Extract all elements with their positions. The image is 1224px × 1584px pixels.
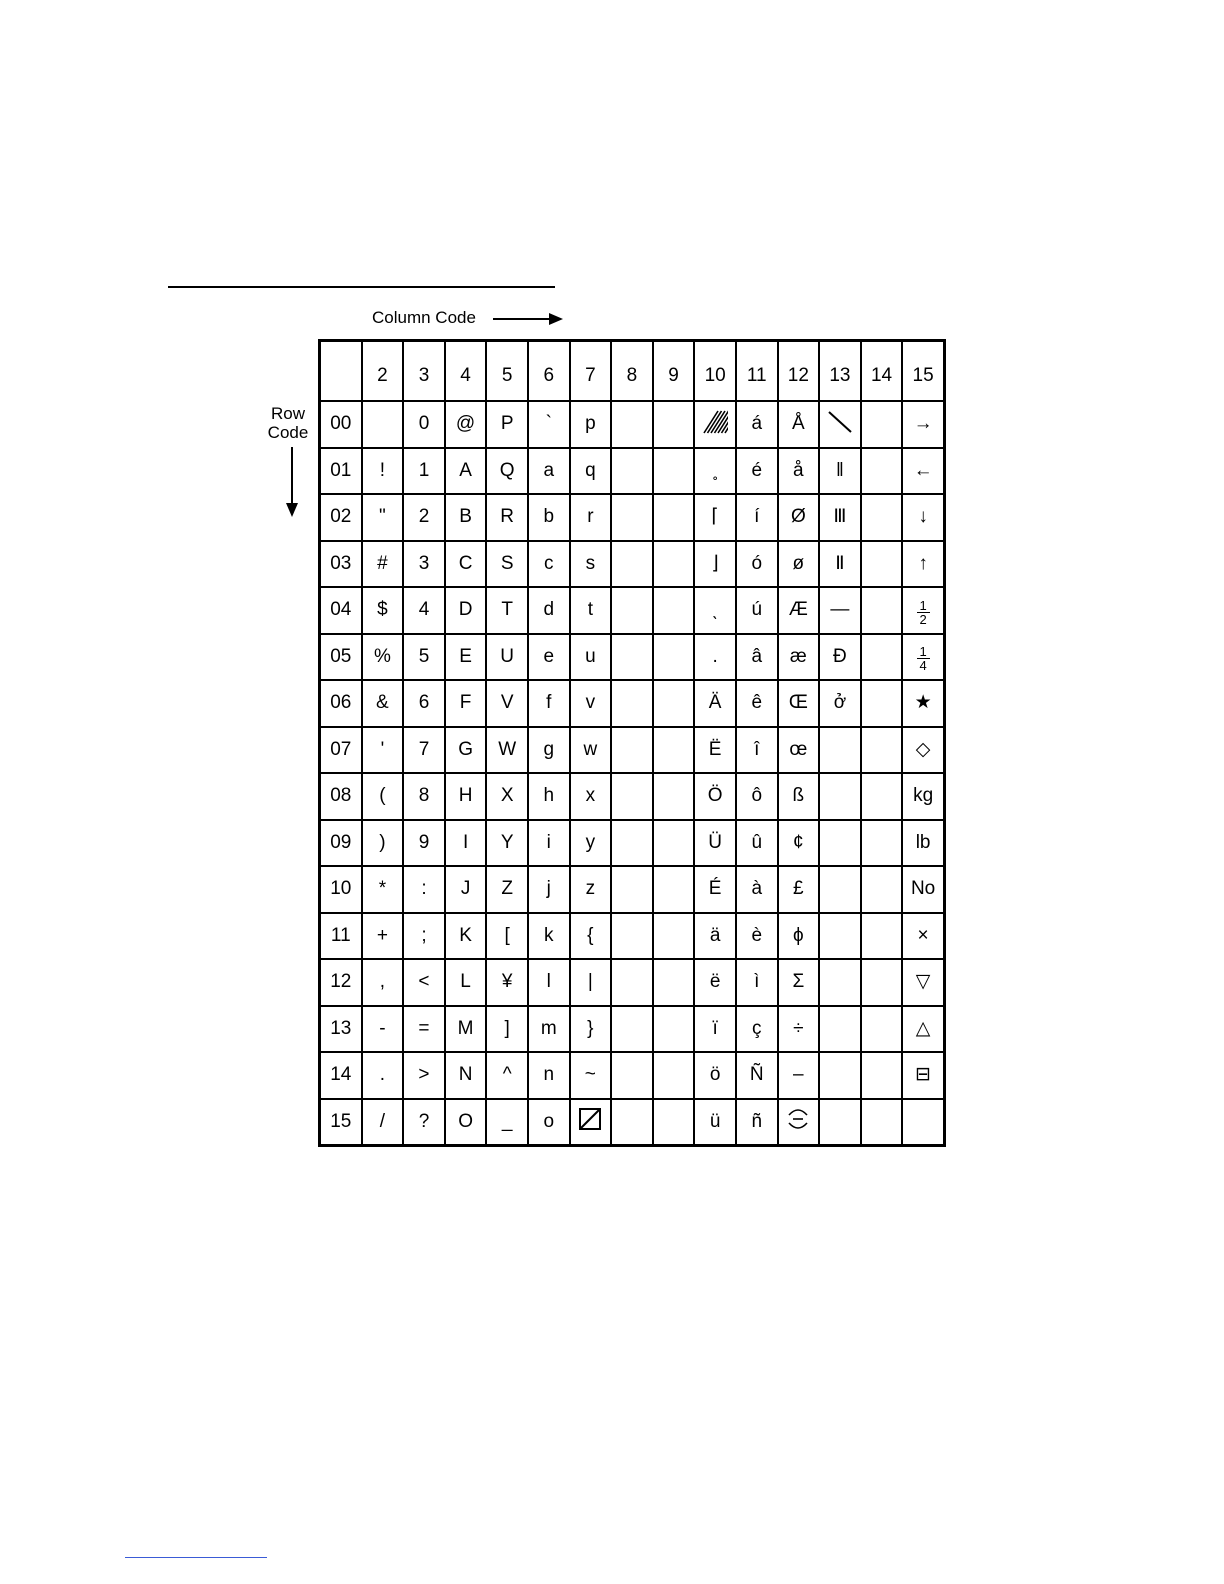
char-cell: — (819, 587, 861, 634)
char-cell (611, 587, 653, 634)
char-cell: ü (694, 1099, 736, 1146)
char-cell: H (445, 773, 487, 820)
char-cell: % (362, 634, 404, 681)
character-code-table (318, 339, 946, 1147)
row-header-06: 06 (320, 680, 362, 727)
char-cell: ô (736, 773, 778, 820)
char-cell: Σ (778, 959, 820, 1006)
char-cell: à (736, 866, 778, 913)
char-cell: I (445, 820, 487, 867)
char-cell: ) (362, 820, 404, 867)
char-cell: ↓ (902, 494, 944, 541)
column-header-4: 4 (445, 341, 487, 402)
char-cell: ( (362, 773, 404, 820)
char-cell: ~ (570, 1052, 612, 1099)
char-cell: ï (694, 1006, 736, 1053)
column-header-12: 12 (778, 341, 820, 402)
char-cell: ^ (486, 1052, 528, 1099)
char-cell: [ (486, 913, 528, 960)
char-cell: ← (902, 448, 944, 495)
char-cell (611, 866, 653, 913)
char-cell (861, 959, 903, 1006)
char-cell: k (528, 913, 570, 960)
char-cell: û (736, 820, 778, 867)
row-header-03: 03 (320, 541, 362, 588)
char-cell: é (736, 448, 778, 495)
char-cell: x (570, 773, 612, 820)
char-cell (653, 401, 695, 448)
char-cell: No (902, 866, 944, 913)
char-cell: F (445, 680, 487, 727)
char-cell (653, 773, 695, 820)
char-cell: E (445, 634, 487, 681)
char-cell: r (570, 494, 612, 541)
row-header-05: 05 (320, 634, 362, 681)
char-cell: ǁ (819, 448, 861, 495)
char-cell (902, 587, 944, 634)
char-cell: å (778, 448, 820, 495)
char-cell: á (736, 401, 778, 448)
char-cell: £ (778, 866, 820, 913)
char-cell: v (570, 680, 612, 727)
char-cell: ⌈ (694, 494, 736, 541)
char-cell: 3 (403, 541, 445, 588)
table-row (320, 634, 945, 681)
char-cell: ø (778, 541, 820, 588)
char-cell: â (736, 634, 778, 681)
char-cell: æ (778, 634, 820, 681)
char-cell (611, 1052, 653, 1099)
row-header-13: 13 (320, 1006, 362, 1053)
char-cell: + (362, 913, 404, 960)
char-cell (611, 773, 653, 820)
char-cell: × (902, 913, 944, 960)
char-cell: ▽ (902, 959, 944, 1006)
right-arrow-icon (493, 313, 565, 325)
top-rule (168, 286, 555, 288)
char-cell (861, 913, 903, 960)
char-cell: . (694, 634, 736, 681)
char-cell: è (736, 913, 778, 960)
char-cell: ϕ (778, 913, 820, 960)
char-cell: ⌋ (694, 541, 736, 588)
char-cell: o (528, 1099, 570, 1146)
char-cell: ß (778, 773, 820, 820)
char-cell: , (362, 959, 404, 1006)
table-row (320, 401, 945, 448)
char-cell (819, 866, 861, 913)
char-cell: ★ (902, 680, 944, 727)
char-cell (653, 587, 695, 634)
column-header-13: 13 (819, 341, 861, 402)
char-cell (819, 913, 861, 960)
corner-cell (320, 341, 362, 402)
table-row (320, 587, 945, 634)
char-cell (653, 541, 695, 588)
char-cell: C (445, 541, 487, 588)
char-cell: ? (403, 1099, 445, 1146)
char-cell (611, 913, 653, 960)
char-cell (611, 820, 653, 867)
char-cell (861, 773, 903, 820)
char-cell (861, 401, 903, 448)
row-header-12: 12 (320, 959, 362, 1006)
char-cell: W (486, 727, 528, 774)
row-code-label (259, 404, 317, 442)
char-cell (653, 866, 695, 913)
char-cell: L (445, 959, 487, 1006)
char-cell (653, 959, 695, 1006)
char-cell (694, 401, 736, 448)
char-cell (861, 634, 903, 681)
char-cell: | (570, 959, 612, 1006)
column-header-8: 8 (611, 341, 653, 402)
char-cell: → (902, 401, 944, 448)
char-cell: R (486, 494, 528, 541)
column-header-7: 7 (570, 341, 612, 402)
char-cell (819, 727, 861, 774)
char-cell: ; (403, 913, 445, 960)
char-cell: { (570, 913, 612, 960)
char-cell (611, 541, 653, 588)
row-header-11: 11 (320, 913, 362, 960)
char-cell: ÷ (778, 1006, 820, 1053)
char-cell: . (362, 1052, 404, 1099)
char-cell (653, 1052, 695, 1099)
char-cell: ö (694, 1052, 736, 1099)
bottom-rule (125, 1557, 267, 1558)
char-cell (611, 959, 653, 1006)
char-cell: Æ (778, 587, 820, 634)
char-cell: ä (694, 913, 736, 960)
char-cell: 0 (403, 401, 445, 448)
column-header-3: 3 (403, 341, 445, 402)
char-cell: ú (736, 587, 778, 634)
char-cell: s (570, 541, 612, 588)
char-cell (902, 634, 944, 681)
char-cell: K (445, 913, 487, 960)
char-cell: > (403, 1052, 445, 1099)
char-cell: ó (736, 541, 778, 588)
char-cell: U (486, 634, 528, 681)
char-cell: ˎ (694, 587, 736, 634)
char-cell (819, 1052, 861, 1099)
char-cell: : (403, 866, 445, 913)
char-cell: l (528, 959, 570, 1006)
char-cell: - (362, 1006, 404, 1053)
char-cell: Ⅱ (819, 541, 861, 588)
char-cell: / (362, 1099, 404, 1146)
char-cell: B (445, 494, 487, 541)
char-cell (653, 448, 695, 495)
char-cell: △ (902, 1006, 944, 1053)
char-cell (819, 959, 861, 1006)
table-row (320, 541, 945, 588)
char-cell: = (403, 1006, 445, 1053)
char-cell: $ (362, 587, 404, 634)
char-cell: # (362, 541, 404, 588)
char-cell: d (528, 587, 570, 634)
char-cell (902, 1099, 944, 1146)
column-header-15: 15 (902, 341, 944, 402)
char-cell: c (528, 541, 570, 588)
char-cell: ç (736, 1006, 778, 1053)
hatched-block-icon (702, 409, 728, 435)
column-header-11: 11 (736, 341, 778, 402)
char-cell: V (486, 680, 528, 727)
char-cell (611, 401, 653, 448)
row-header-14: 14 (320, 1052, 362, 1099)
char-cell (611, 494, 653, 541)
char-cell (819, 1006, 861, 1053)
row-code-label-line2: Code (267, 423, 309, 442)
column-header-9: 9 (653, 341, 695, 402)
table-row (320, 1006, 945, 1053)
char-cell: ↑ (902, 541, 944, 588)
char-cell: 5 (403, 634, 445, 681)
char-cell: ë (694, 959, 736, 1006)
row-header-02: 02 (320, 494, 362, 541)
char-cell: Ë (694, 727, 736, 774)
char-cell (611, 448, 653, 495)
row-header-00: 00 (320, 401, 362, 448)
row-header-09: 09 (320, 820, 362, 867)
char-cell: & (362, 680, 404, 727)
char-cell: f (528, 680, 570, 727)
char-cell: " (362, 494, 404, 541)
char-cell: ñ (736, 1099, 778, 1146)
char-cell: î (736, 727, 778, 774)
char-cell (611, 1006, 653, 1053)
column-header-5: 5 (486, 341, 528, 402)
table-row (320, 959, 945, 1006)
char-cell (611, 727, 653, 774)
char-cell (653, 727, 695, 774)
char-cell: 6 (403, 680, 445, 727)
char-cell: j (528, 866, 570, 913)
char-cell: – (778, 1052, 820, 1099)
fraction-glyph: $\frac{1}{2}$ (917, 599, 930, 626)
char-cell: Ⅲ (819, 494, 861, 541)
char-cell (653, 820, 695, 867)
char-cell: } (570, 1006, 612, 1053)
char-cell: n (528, 1052, 570, 1099)
char-cell: u (570, 634, 612, 681)
char-cell: 8 (403, 773, 445, 820)
char-cell: Ñ (736, 1052, 778, 1099)
table-row (320, 448, 945, 495)
char-cell: h (528, 773, 570, 820)
char-cell: œ (778, 727, 820, 774)
fraction-glyph: $\frac{1}{4}$ (917, 645, 930, 672)
column-header-6: 6 (528, 341, 570, 402)
char-cell: ` (528, 401, 570, 448)
char-cell: t (570, 587, 612, 634)
char-cell: ⊟ (902, 1052, 944, 1099)
char-cell: Å (778, 401, 820, 448)
row-header-01: 01 (320, 448, 362, 495)
char-cell: Ø (778, 494, 820, 541)
char-cell (861, 1099, 903, 1146)
char-cell: S (486, 541, 528, 588)
char-cell (861, 820, 903, 867)
char-cell: lb (902, 820, 944, 867)
table-row (320, 680, 945, 727)
char-cell (653, 1099, 695, 1146)
char-cell (861, 1006, 903, 1053)
char-cell: * (362, 866, 404, 913)
char-cell: ] (486, 1006, 528, 1053)
char-cell: X (486, 773, 528, 820)
char-cell: g (528, 727, 570, 774)
diagonal-line-icon (826, 409, 854, 435)
char-cell: A (445, 448, 487, 495)
table-row (320, 866, 945, 913)
down-arrow-icon (284, 447, 300, 519)
char-cell (653, 913, 695, 960)
char-cell (653, 680, 695, 727)
table-row (320, 913, 945, 960)
char-cell (861, 866, 903, 913)
char-cell: Ü (694, 820, 736, 867)
char-cell: Ö (694, 773, 736, 820)
char-cell: 9 (403, 820, 445, 867)
char-cell: Z (486, 866, 528, 913)
table-row (320, 727, 945, 774)
char-cell (861, 448, 903, 495)
char-cell: b (528, 494, 570, 541)
char-cell: i (528, 820, 570, 867)
char-cell: N (445, 1052, 487, 1099)
char-cell: kg (902, 773, 944, 820)
char-cell: Q (486, 448, 528, 495)
char-cell: ì (736, 959, 778, 1006)
char-cell (653, 634, 695, 681)
char-cell: < (403, 959, 445, 1006)
column-code-label: Column Code (372, 308, 476, 327)
char-cell: ' (362, 727, 404, 774)
char-cell: ˳ (694, 448, 736, 495)
char-cell (861, 494, 903, 541)
char-cell: Đ (819, 634, 861, 681)
char-cell (819, 1099, 861, 1146)
column-header-14: 14 (861, 341, 903, 402)
char-cell: y (570, 820, 612, 867)
column-header-10: 10 (694, 341, 736, 402)
column-header-row (320, 341, 945, 402)
char-cell: O (445, 1099, 487, 1146)
char-cell: 1 (403, 448, 445, 495)
char-cell (861, 1052, 903, 1099)
char-cell (861, 680, 903, 727)
char-cell: J (445, 866, 487, 913)
char-cell: É (694, 866, 736, 913)
boxed-slash-icon (578, 1107, 602, 1131)
row-header-15: 15 (320, 1099, 362, 1146)
char-cell (362, 401, 404, 448)
column-header-2: 2 (362, 341, 404, 402)
char-cell: a (528, 448, 570, 495)
char-cell: D (445, 587, 487, 634)
char-cell (778, 1099, 820, 1146)
row-header-08: 08 (320, 773, 362, 820)
char-cell: @ (445, 401, 487, 448)
char-cell: ¥ (486, 959, 528, 1006)
char-cell: 2 (403, 494, 445, 541)
char-cell: í (736, 494, 778, 541)
char-cell: T (486, 587, 528, 634)
table-row (320, 1099, 945, 1146)
char-cell: 4 (403, 587, 445, 634)
char-cell: m (528, 1006, 570, 1053)
char-cell (653, 494, 695, 541)
char-cell (819, 773, 861, 820)
char-cell: Œ (778, 680, 820, 727)
char-cell (861, 727, 903, 774)
table-row (320, 494, 945, 541)
char-cell: 7 (403, 727, 445, 774)
char-cell: e (528, 634, 570, 681)
char-cell: G (445, 727, 487, 774)
char-cell (819, 401, 861, 448)
char-cell (611, 634, 653, 681)
char-cell (611, 1099, 653, 1146)
char-cell (861, 587, 903, 634)
char-cell (611, 680, 653, 727)
char-cell: Ä (694, 680, 736, 727)
char-cell: q (570, 448, 612, 495)
char-cell: _ (486, 1099, 528, 1146)
char-cell: w (570, 727, 612, 774)
char-cell: Y (486, 820, 528, 867)
row-header-10: 10 (320, 866, 362, 913)
char-cell: ! (362, 448, 404, 495)
table-row (320, 820, 945, 867)
table-row (320, 1052, 945, 1099)
char-cell: ¢ (778, 820, 820, 867)
char-cell: P (486, 401, 528, 448)
char-cell (819, 820, 861, 867)
row-header-07: 07 (320, 727, 362, 774)
char-cell (861, 541, 903, 588)
char-cell: ê (736, 680, 778, 727)
row-code-label-line1: Row (270, 404, 305, 423)
table-row (320, 773, 945, 820)
char-cell: M (445, 1006, 487, 1053)
row-header-04: 04 (320, 587, 362, 634)
char-cell: p (570, 401, 612, 448)
char-cell: ở (819, 680, 861, 727)
char-cell (653, 1006, 695, 1053)
char-cell (570, 1099, 612, 1146)
smile-arc-icon (785, 1105, 811, 1133)
char-cell: ◇ (902, 727, 944, 774)
char-cell: z (570, 866, 612, 913)
